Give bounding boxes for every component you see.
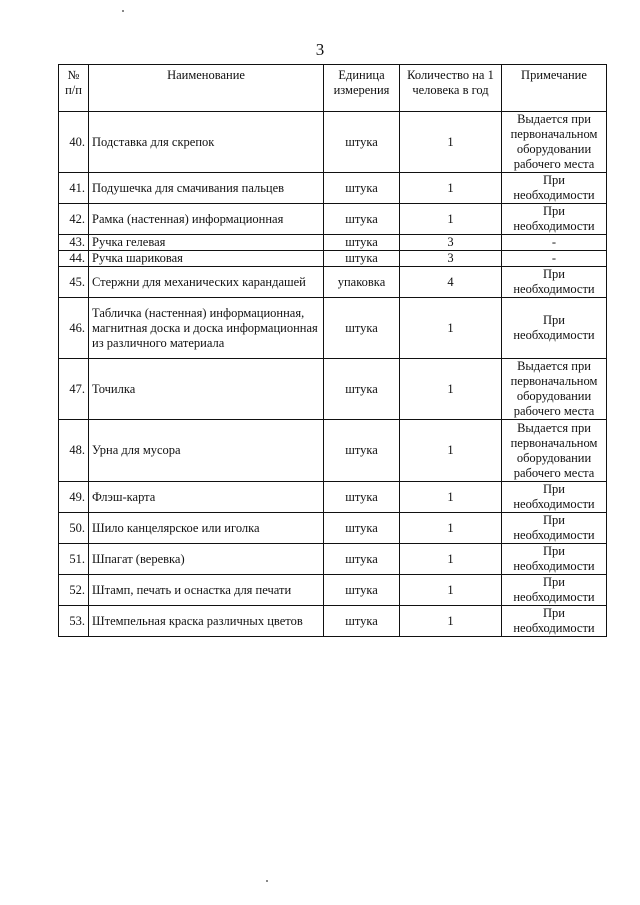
row-num: 43. <box>59 235 89 251</box>
row-name: Табличка (настенная) информационная, магнитная доска и доска информационная из различного материала <box>89 298 324 359</box>
table-row <box>59 420 607 482</box>
row-name: Точилка <box>89 359 324 420</box>
row-qty: 3 <box>400 235 502 251</box>
row-name: Штемпельная краска различных цветов <box>89 606 324 637</box>
row-unit: штука <box>324 173 400 204</box>
row-unit: штука <box>324 544 400 575</box>
table-row <box>59 513 607 544</box>
row-note: - <box>502 251 607 267</box>
row-note: Выдается при первоначальном оборудовании рабочего места <box>502 112 607 173</box>
row-num: 47. <box>59 359 89 420</box>
row-unit: штука <box>324 482 400 513</box>
row-qty: 1 <box>400 298 502 359</box>
row-num: 52. <box>59 575 89 606</box>
table-row <box>59 235 607 251</box>
row-num: 49. <box>59 482 89 513</box>
row-unit: штука <box>324 112 400 173</box>
scan-speck <box>266 880 268 882</box>
row-note: При необходимости <box>502 267 607 298</box>
header-num: № п/п <box>59 65 89 112</box>
row-num: 53. <box>59 606 89 637</box>
table-row <box>59 606 607 637</box>
row-num: 40. <box>59 112 89 173</box>
items-table <box>58 64 607 637</box>
scan-speck <box>122 10 124 12</box>
header-qty: Количество на 1 человека в год <box>400 65 502 112</box>
row-note: При необходимости <box>502 482 607 513</box>
table-row <box>59 544 607 575</box>
row-note: При необходимости <box>502 544 607 575</box>
row-num: 42. <box>59 204 89 235</box>
row-note: При необходимости <box>502 173 607 204</box>
row-qty: 1 <box>400 606 502 637</box>
row-qty: 1 <box>400 513 502 544</box>
row-unit: штука <box>324 513 400 544</box>
row-qty: 1 <box>400 575 502 606</box>
row-qty: 1 <box>400 359 502 420</box>
row-qty: 1 <box>400 204 502 235</box>
row-name: Подушечка для смачивания пальцев <box>89 173 324 204</box>
row-unit: штука <box>324 235 400 251</box>
row-note: - <box>502 235 607 251</box>
row-unit: штука <box>324 420 400 482</box>
header-row <box>59 65 607 112</box>
row-num: 41. <box>59 173 89 204</box>
row-qty: 1 <box>400 482 502 513</box>
row-name: Ручка шариковая <box>89 251 324 267</box>
row-name: Ручка гелевая <box>89 235 324 251</box>
row-note: При необходимости <box>502 575 607 606</box>
table-row <box>59 251 607 267</box>
table-row <box>59 575 607 606</box>
row-note: При необходимости <box>502 204 607 235</box>
row-note: Выдается при первоначальном оборудовании рабочего места <box>502 420 607 482</box>
row-num: 45. <box>59 267 89 298</box>
row-qty: 1 <box>400 544 502 575</box>
header-name: Наименование <box>89 65 324 112</box>
row-name: Штамп, печать и оснастка для печати <box>89 575 324 606</box>
row-unit: штука <box>324 359 400 420</box>
table-row <box>59 112 607 173</box>
row-num: 50. <box>59 513 89 544</box>
page-number: 3 <box>315 40 325 59</box>
row-num: 48. <box>59 420 89 482</box>
table-row <box>59 298 607 359</box>
row-qty: 4 <box>400 267 502 298</box>
row-unit: штука <box>324 204 400 235</box>
table-row <box>59 173 607 204</box>
row-note: При необходимости <box>502 606 607 637</box>
table-row <box>59 204 607 235</box>
row-note: При необходимости <box>502 513 607 544</box>
row-unit: штука <box>324 251 400 267</box>
row-num: 51. <box>59 544 89 575</box>
row-qty: 1 <box>400 112 502 173</box>
row-unit: штука <box>324 575 400 606</box>
row-name: Стержни для механических карандашей <box>89 267 324 298</box>
row-name: Шило канцелярское или иголка <box>89 513 324 544</box>
header-note: Примечание <box>502 65 607 112</box>
table-row <box>59 482 607 513</box>
row-num: 44. <box>59 251 89 267</box>
row-name: Шпагат (веревка) <box>89 544 324 575</box>
row-num: 46. <box>59 298 89 359</box>
row-note: Выдается при первоначальном оборудовании рабочего места <box>502 359 607 420</box>
table-row <box>59 267 607 298</box>
row-unit: штука <box>324 606 400 637</box>
row-note: При необходимости <box>502 298 607 359</box>
row-name: Рамка (настенная) информационная <box>89 204 324 235</box>
row-name: Флэш-карта <box>89 482 324 513</box>
row-qty: 1 <box>400 420 502 482</box>
row-name: Урна для мусора <box>89 420 324 482</box>
row-qty: 1 <box>400 173 502 204</box>
row-unit: упаковка <box>324 267 400 298</box>
header-unit: Единица измерения <box>324 65 400 112</box>
table-row <box>59 359 607 420</box>
row-qty: 3 <box>400 251 502 267</box>
row-name: Подставка для скрепок <box>89 112 324 173</box>
row-unit: штука <box>324 298 400 359</box>
